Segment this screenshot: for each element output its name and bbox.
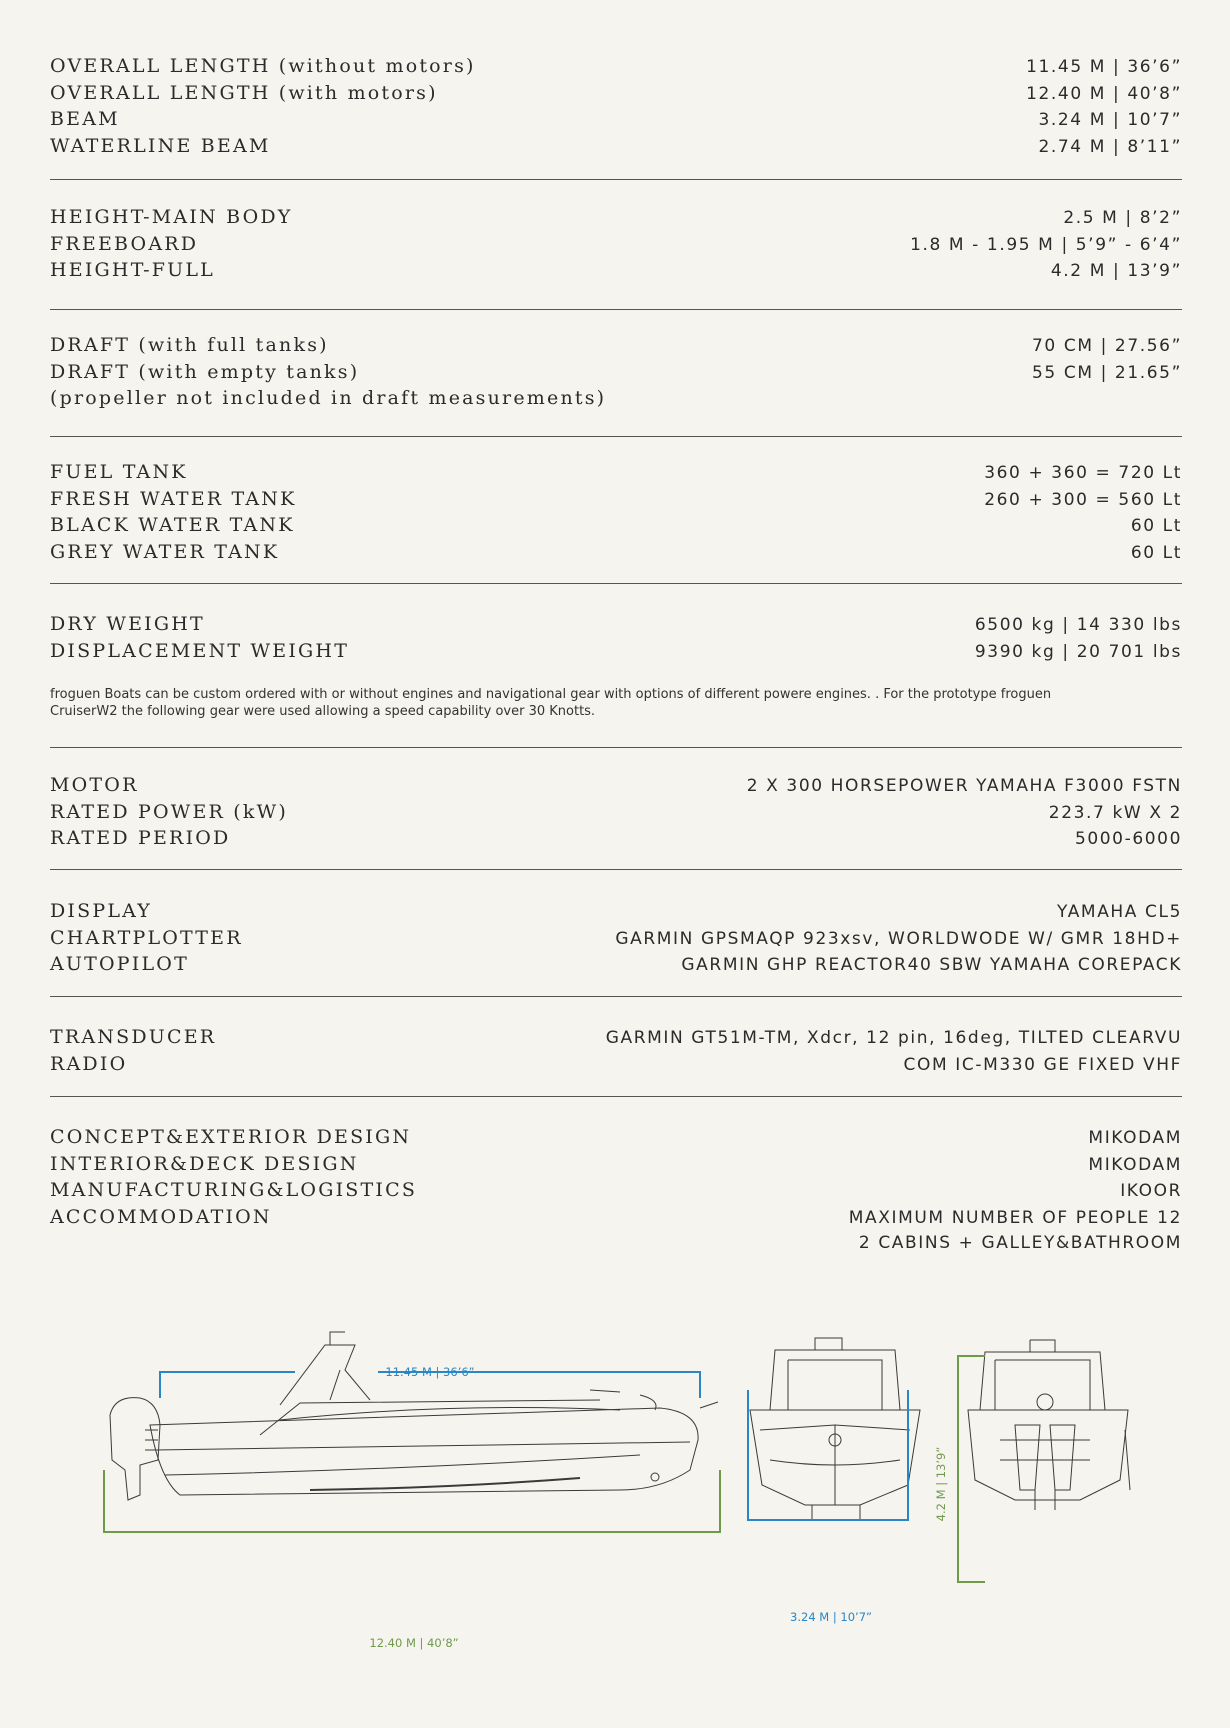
spec-label: FREEBOARD	[50, 232, 199, 255]
spec-section-credits	[50, 1125, 1182, 1257]
spec-row	[50, 258, 1182, 285]
spec-label: WATERLINE BEAM	[50, 134, 271, 157]
spec-value: 60 Lt	[1130, 542, 1182, 563]
spec-label: GREY WATER TANK	[50, 540, 280, 563]
spec-row	[50, 1152, 1182, 1179]
spec-value: 3.24 M | 10’7”	[1038, 110, 1182, 130]
spec-value: 4.2 M | 13’9”	[1050, 261, 1182, 281]
spec-value: 360 + 360 = 720 Lt	[984, 463, 1182, 483]
spec-value: COM IC-M330 GE FIXED VHF	[903, 1054, 1182, 1075]
spec-label: BLACK WATER TANK	[50, 514, 295, 536]
section-divider	[50, 996, 1182, 997]
section-divider	[50, 1096, 1182, 1097]
spec-label: HEIGHT-FULL	[50, 259, 215, 281]
spec-label: INTERIOR&DECK DESIGN	[50, 1152, 359, 1175]
spec-label: DISPLACEMENT WEIGHT	[50, 639, 350, 662]
spec-row	[50, 232, 1182, 259]
spec-section-communication	[50, 1025, 1182, 1078]
spec-row	[50, 1025, 1182, 1052]
spec-row	[50, 205, 1182, 232]
spec-row	[50, 1052, 1182, 1079]
spec-value: 70 CM | 27.56”	[1032, 336, 1182, 356]
spec-value: 11.45 M | 36’6”	[1026, 57, 1182, 77]
spec-row	[50, 460, 1182, 487]
spec-row	[50, 134, 1182, 161]
spec-section-motor	[50, 773, 1182, 853]
spec-value: GARMIN GPSMAQP 923xsv, WORLDWODE W/ GMR 18HD+	[615, 928, 1182, 949]
spec-value: 2 X 300 HORSEPOWER YAMAHA F3000 FSTN	[746, 776, 1182, 796]
spec-value: GARMIN GHP REACTOR40 SBW YAMAHA COREPACK	[681, 955, 1182, 975]
spec-value: 223.7 kW X 2	[1048, 802, 1182, 823]
spec-label: FRESH WATER TANK	[50, 487, 297, 510]
length-with-motors-label: 12.40 M | 40’8”	[369, 1636, 459, 1650]
spec-row	[50, 1231, 1182, 1257]
spec-label: DRAFT (with empty tanks)	[50, 360, 360, 383]
spec-value: 60 Lt	[1130, 516, 1182, 536]
spec-label: BEAM	[50, 108, 120, 130]
spec-value: 6500 kg | 14 330 lbs	[974, 615, 1182, 635]
spec-row	[50, 513, 1182, 540]
height-full-label: 4.2 M | 13’9”	[934, 1446, 948, 1522]
spec-label: DRY WEIGHT	[50, 613, 205, 635]
length-without-motors-label: 11.45 M | 36’6”	[385, 1365, 475, 1379]
spec-value: MIKODAM	[1088, 1128, 1182, 1148]
boat-drawing-svg	[0, 1330, 1230, 1670]
spec-value: 2 CABINS + GALLEY&BATHROOM	[858, 1233, 1182, 1253]
side-view-drawing	[110, 1332, 718, 1500]
gear-note: froguen Boats can be custom ordered with or without engines and navigational gear with options of different powere engines. . For the prototype froguen CruiserW2 the following gear were used allowing a speed capability over 30 Knotts.	[50, 687, 1052, 719]
spec-row	[50, 800, 1182, 827]
spec-label: CHARTPLOTTER	[50, 926, 243, 949]
spec-row	[50, 1125, 1182, 1152]
spec-section-weight	[50, 612, 1182, 665]
section-divider	[50, 747, 1182, 748]
spec-label: HEIGHT-MAIN BODY	[50, 206, 293, 228]
spec-label: RATED PERIOD	[50, 827, 231, 849]
spec-label: (propeller not included in draft measurements)	[50, 387, 607, 409]
spec-value: 5000-6000	[1074, 829, 1182, 849]
boat-drawings	[0, 1330, 1230, 1670]
spec-row	[50, 487, 1182, 514]
spec-section-dimensions	[50, 54, 1182, 160]
spec-value: YAMAHA CL5	[1057, 902, 1182, 922]
spec-label: MOTOR	[50, 774, 139, 796]
height-full-dimension-line	[958, 1356, 985, 1582]
spec-row	[50, 1205, 1182, 1232]
spec-value: 9390 kg | 20 701 lbs	[974, 641, 1182, 662]
spec-row	[50, 639, 1182, 666]
spec-label: RADIO	[50, 1052, 128, 1075]
spec-row	[50, 899, 1182, 926]
spec-row	[50, 826, 1182, 853]
spec-row	[50, 360, 1182, 387]
spec-section-height	[50, 205, 1182, 285]
spec-row	[50, 612, 1182, 639]
section-divider	[50, 179, 1182, 180]
spec-value: 260 + 300 = 560 Lt	[984, 489, 1182, 510]
spec-value: IKOOR	[1120, 1181, 1182, 1201]
stern-view-drawing	[968, 1340, 1130, 1510]
beam-label: 3.24 M | 10’7”	[790, 1610, 872, 1624]
spec-row	[50, 1178, 1182, 1205]
spec-label: MANUFACTURING&LOGISTICS	[50, 1179, 418, 1201]
spec-section-draft	[50, 333, 1182, 412]
spec-label: DRAFT (with full tanks)	[50, 334, 329, 356]
spec-value: 12.40 M | 40’8”	[1026, 83, 1182, 104]
spec-section-tanks	[50, 460, 1182, 566]
spec-label: CONCEPT&EXTERIOR DESIGN	[50, 1126, 412, 1148]
spec-value: 55 CM | 21.65”	[1032, 362, 1182, 383]
spec-label: FUEL TANK	[50, 461, 188, 483]
spec-row	[50, 952, 1182, 979]
spec-value: 2.5 M | 8’2”	[1063, 208, 1182, 228]
spec-value: MAXIMUM NUMBER OF PEOPLE 12	[848, 1207, 1182, 1228]
section-divider	[50, 436, 1182, 437]
spec-value: 1.8 M - 1.95 M | 5’9” - 6’4”	[910, 234, 1182, 255]
spec-row	[50, 54, 1182, 81]
spec-row	[50, 773, 1182, 800]
bow-view-drawing	[750, 1338, 920, 1520]
spec-value: GARMIN GT51M-TM, Xdcr, 12 pin, 16deg, TILTED CLEARVU	[605, 1028, 1182, 1048]
spec-row	[50, 926, 1182, 953]
length-with-motors-dimension-line	[104, 1470, 720, 1532]
section-divider	[50, 869, 1182, 870]
section-divider	[50, 309, 1182, 310]
spec-section-electronics	[50, 899, 1182, 979]
spec-value: 2.74 M | 8’11”	[1038, 136, 1182, 157]
spec-label: RATED POWER (kW)	[50, 800, 288, 823]
spec-row	[50, 81, 1182, 108]
spec-label: AUTOPILOT	[50, 953, 189, 975]
spec-row	[50, 386, 1182, 412]
spec-row	[50, 540, 1182, 567]
spec-label: OVERALL LENGTH (without motors)	[50, 55, 476, 77]
spec-row	[50, 107, 1182, 134]
spec-label: OVERALL LENGTH (with motors)	[50, 81, 438, 104]
spec-value: MIKODAM	[1088, 1154, 1182, 1175]
spec-label: TRANSDUCER	[50, 1026, 217, 1048]
section-divider	[50, 583, 1182, 584]
spec-label: ACCOMMODATION	[50, 1205, 272, 1228]
spec-row	[50, 333, 1182, 360]
spec-label: DISPLAY	[50, 900, 153, 922]
